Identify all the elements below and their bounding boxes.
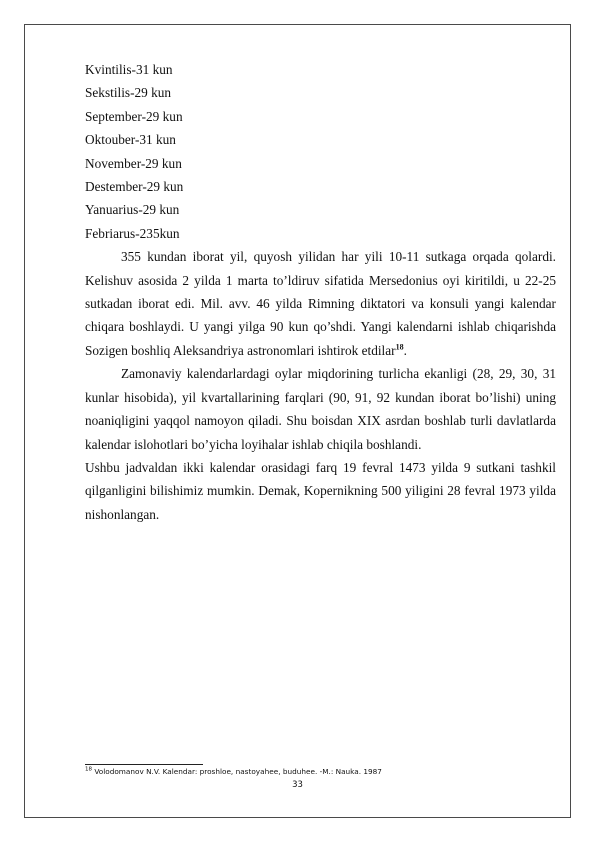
month-item: September-29 kun [85,108,183,124]
document-body [85,58,556,526]
month-item: Febriarus-235kun [85,225,180,241]
month-item: November-29 kun [85,155,182,171]
month-item: Yanuarius-29 kun [85,202,180,218]
month-item: Kvintilis-31 kun [85,62,173,77]
month-item: Oktouber-31 kun [85,132,176,148]
footnote-reference: 18 [395,342,404,352]
footnote-text: Volodomanov N.V. Kalendar: proshloe, nastoyahee, buduhee. -M.: Nauka. 1987 [92,767,382,776]
paragraph-end: . [403,342,407,358]
paragraph-calendar-history [85,245,556,362]
paragraph-table-difference: Ushbu jadvaldan ikki kalendar orasidagi farq 19 fevral 1473 yilda 9 sutkani tashkil qilganligini bilishimiz mumkin. Demak, Kopernikning 500 yiligini 28 fevral 1973 yilda nishonlangan. [85,459,556,522]
month-list [85,58,556,245]
footnote [85,767,555,777]
page-number: 33 [292,780,303,790]
paragraph-modern-calendars: Zamonaviy kalendarlardagi oylar miqdorining turlicha ekanligi (28, 29, 30, 31 kunlar hisobida), yil kvartallarining farqlari (90, 91, 92 kundan iborat bo’lishi) uning noaniqligini yaqqol namoyon qiladi. Shu boisdan XIX asrdan boshlab turli davlatlarda kalendar islohotlari bo’yicha loyihalar ishlab chiqila boshlandi. [85,366,556,452]
month-item: Destember-29 kun [85,179,184,195]
footnote-separator [85,764,203,765]
month-item: Sekstilis-29 kun [85,85,172,101]
footnote-marker: 18 [85,766,92,773]
paragraph-text: 355 kundan iborat yil, quyosh yilidan har yili 10-11 sutkaga orqada qolardi. Kelishuv asosida 2 yilda 1 marta to’ldiruv sifatida Mersedonius oyi kiritildi, u 22-25 sutkadan iborat edi. Mil. avv. 46 yilda Rimning diktatori va konsuli yangi kalendar chiqara boshlaydi. U yangi yilga 90 kun qo’shdi. Yangi kalendarni ishlab chiqarishda Sozigen boshliq Aleksandriya astronomlari ishtirok etdilar [85,249,556,358]
